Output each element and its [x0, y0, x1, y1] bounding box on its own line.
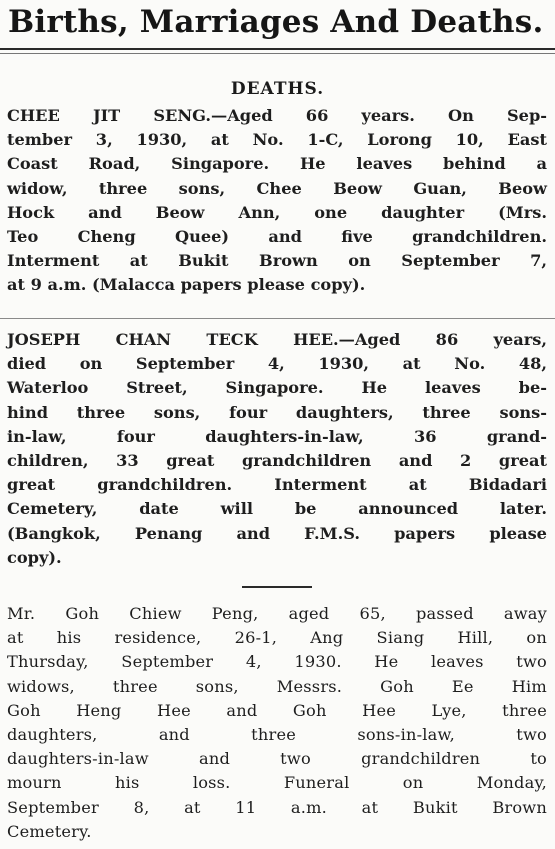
- notice-line: Interment at Bukit Brown on September 7,: [7, 251, 547, 271]
- notice-line: Teo Cheng Quee) and five grandchildren.: [7, 227, 547, 247]
- notice-line: CHEE JIT SENG.—Aged 66 years. On Sep-: [7, 106, 547, 125]
- notice-line: at 9 a.m. (Malacca papers please copy).: [7, 275, 366, 295]
- short-divider: [242, 586, 312, 588]
- notice-line: Cemetery.: [7, 821, 92, 841]
- notice-line: Waterloo Street, Singapore. He leaves be-: [7, 378, 547, 398]
- death-notice-chee-jit-seng: [7, 104, 547, 298]
- notice-line: died on September 4, 1930, at No. 48,: [7, 354, 547, 374]
- notice-line: great grandchildren. Interment at Bidadari: [7, 475, 547, 495]
- notice-line: Thursday, September 4, 1930. He leaves two: [7, 652, 547, 672]
- notice-line: JOSEPH CHAN TECK HEE.—Aged 86 years,: [7, 330, 547, 349]
- title-rule: [0, 48, 555, 50]
- section-heading: DEATHS.: [230, 79, 325, 99]
- notice-line: at his residence, 26-1, Ang Siang Hill, on: [7, 628, 547, 648]
- notice-line: children, 33 great grandchildren and 2 great: [7, 451, 547, 471]
- notice-line: daughters-in-law and two grandchildren to: [7, 749, 547, 769]
- notice-line: widow, three sons, Chee Beow Guan, Beow: [7, 178, 547, 198]
- notice-line: tember 3, 1930, at No. 1-C, Lorong 10, East: [7, 130, 547, 150]
- notice-line: Goh Heng Hee and Goh Hee Lye, three: [7, 700, 547, 720]
- notice-line: mourn his loss. Funeral on Monday,: [7, 773, 547, 793]
- death-notice-goh-chiew-peng: [7, 602, 547, 844]
- notice-line: (Bangkok, Penang and F.M.S. papers please: [7, 523, 547, 543]
- notice-line: widows, three sons, Messrs. Goh Ee Him: [7, 676, 547, 696]
- notice-line: Coast Road, Singapore. He leaves behind a: [7, 154, 547, 174]
- notice-line: Hock and Beow Ann, one daughter (Mrs.: [7, 202, 547, 222]
- notice-line: Mr. Goh Chiew Peng, aged 65, passed away: [7, 604, 547, 623]
- notice-line: copy).: [7, 547, 62, 567]
- notice-line: daughters, and three sons-in-law, two: [7, 725, 547, 745]
- notice-line: in-law, four daughters-in-law, 36 grand-: [7, 426, 547, 446]
- notice-line: September 8, at 11 a.m. at Bukit Brown: [7, 797, 547, 817]
- notice-line: hind three sons, four daughters, three sons-: [7, 402, 547, 422]
- column-title: Births, Marriages And Deaths.: [8, 4, 544, 40]
- death-notice-joseph-chan-teck-hee: [7, 328, 547, 570]
- notice-line: Cemetery, date will be announced later.: [7, 499, 547, 519]
- notice-divider: [0, 318, 555, 319]
- title-rule-thin: [0, 53, 555, 54]
